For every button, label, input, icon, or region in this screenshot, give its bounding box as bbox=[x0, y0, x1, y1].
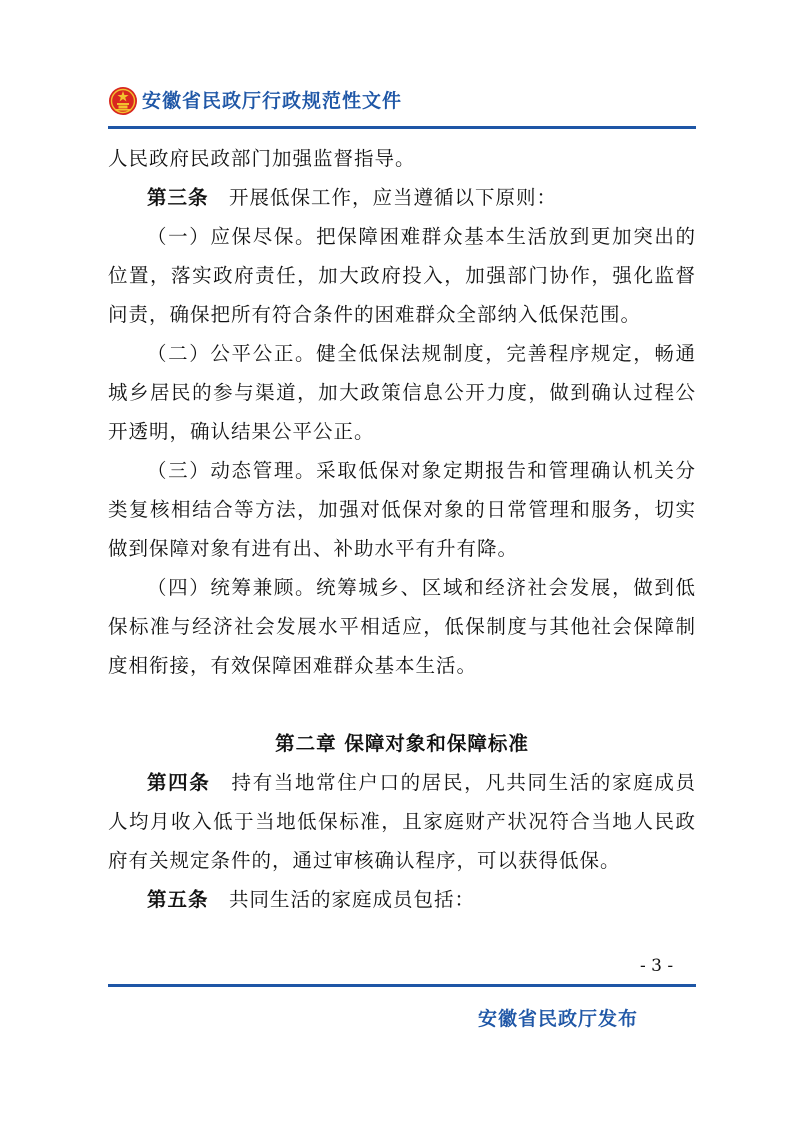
paragraph-continued: 人民政府民政部门加强监督指导。 bbox=[108, 147, 416, 170]
principle-1: （一）应保尽保。把保障困难群众基本生活放到更加突出的位置，落实政府责任，加大政府投入，加强部门协作，强化监督问责，确保把所有符合条件的困难群众全部纳入低保范围。 bbox=[108, 225, 696, 326]
article-4-text: 持有当地常住户口的居民，凡共同生活的家庭成员人均月收入低于当地低保标准，且家庭财产状况符合当地人民政府有关规定条件的，通过审核确认程序，可以获得低保。 bbox=[108, 771, 696, 872]
article-3 bbox=[108, 178, 696, 217]
article-5 bbox=[108, 880, 696, 919]
article-5-text: 共同生活的家庭成员包括： bbox=[208, 888, 476, 911]
footer-divider bbox=[108, 984, 696, 987]
article-4 bbox=[108, 763, 696, 880]
article-3-text: 开展低保工作，应当遵循以下原则： bbox=[208, 186, 558, 209]
chapter-heading: 第二章 保障对象和保障标准 bbox=[275, 732, 529, 755]
principle-2: （二）公平公正。健全低保法规制度，完善程序规定，畅通城乡居民的参与渠道，加大政策信息公开力度，做到确认过程公开透明，确认结果公平公正。 bbox=[108, 342, 696, 443]
header-divider bbox=[108, 126, 696, 129]
document-body bbox=[108, 139, 696, 919]
article-3-label: 第三条 bbox=[147, 186, 209, 209]
footer-publisher: 安徽省民政厅发布 bbox=[478, 1008, 639, 1030]
principle-4: （四）统筹兼顾。统筹城乡、区域和经济社会发展，做到低保标准与经济社会发展水平相适应，低保制度与其他社会保障制度相衔接，有效保障困难群众基本生活。 bbox=[108, 576, 696, 677]
document-header bbox=[108, 82, 696, 130]
principle-3: （三）动态管理。采取低保对象定期报告和管理确认机关分类复核相结合等方法，加强对低保对象的日常管理和服务，切实做到保障对象有进有出、补助水平有升有降。 bbox=[108, 459, 696, 560]
article-4-label: 第四条 bbox=[147, 771, 211, 794]
header-title: 安徽省民政厅行政规范性文件 bbox=[142, 90, 403, 112]
national-emblem-icon bbox=[108, 86, 138, 116]
article-5-label: 第五条 bbox=[147, 888, 209, 911]
page-number: - 3 - bbox=[640, 956, 674, 976]
